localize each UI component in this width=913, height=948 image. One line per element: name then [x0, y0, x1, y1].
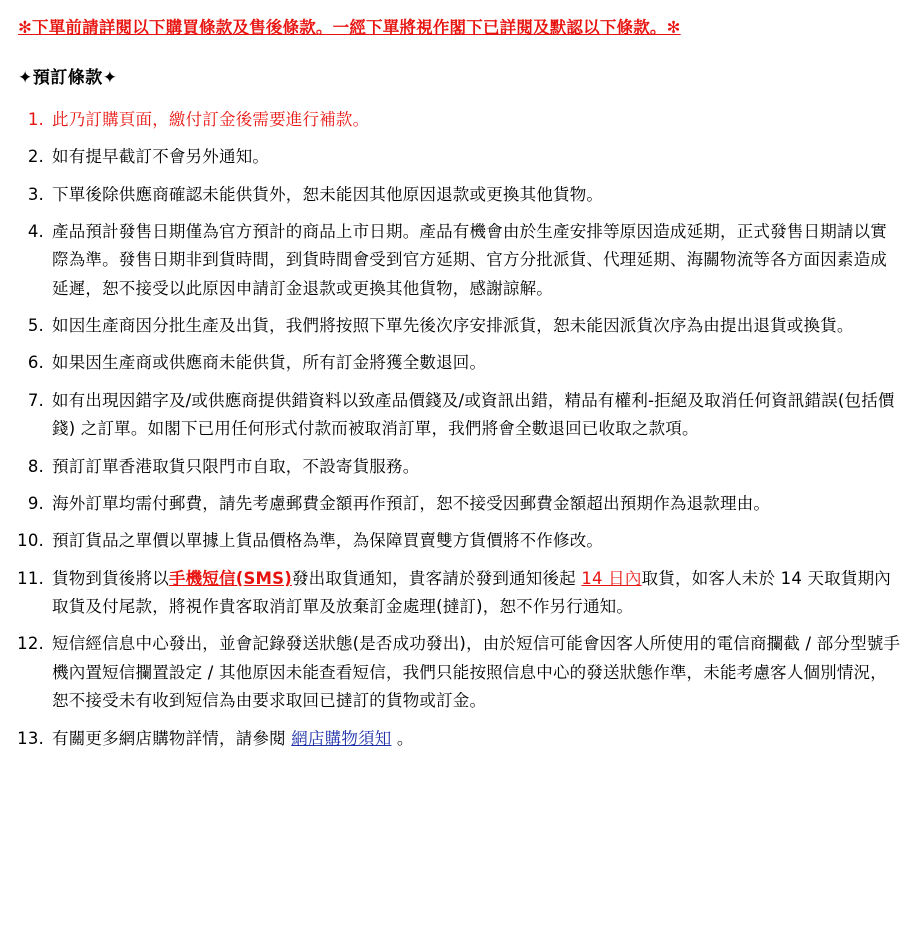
preorder-terms-list [12, 106, 901, 753]
term-item-4 [12, 218, 901, 303]
term-item-3 [12, 181, 901, 209]
term-text: 如有出現因錯字及/或供應商提供錯資料以致產品價錢及/或資訊出錯，精品有權利-拒絕及取消任何資訊錯誤(包括價錢) 之訂單。如閣下已用任何形式付款而被取消訂單，我們將會全數退回已收取之款項。 [52, 390, 895, 439]
term-text: 此乃訂購頁面，繳付訂金後需要進行補款。 [52, 109, 370, 129]
term-text: 如果因生產商或供應商未能供貨，所有訂金將獲全數退回。 [52, 353, 487, 373]
term-text: 如因生產商因分批生產及出貨，我們將按照下單先後次序安排派貨，恕未能因派貨次序為由提出退貨或換貨。 [52, 316, 854, 335]
term-text-part: 有關更多網店購物詳情，請參閱 [52, 728, 292, 748]
term-item-2 [12, 143, 901, 171]
term-text: 產品預計發售日期僅為官方預計的商品上市日期。產品有機會由於生產安排等原因造成延期，正式發售日期請以實際為準。發售日期非到貨時間，到貨時間會受到官方延期、官方分批派貨、代理延期、海關物流等各方面因素造成延遲，恕不接受以此原因申請訂金退款或更換其他貨物，感謝諒解。 [52, 221, 887, 298]
term-text-part: 發出取貨通知，貴客請於發到通知後起 [291, 568, 582, 588]
term-item-10 [12, 527, 901, 555]
term-item-5 [12, 312, 901, 340]
term-item-8 [12, 453, 901, 481]
sms-emphasis: 手機短信(SMS) [168, 568, 292, 588]
term-item-12 [12, 630, 901, 715]
term-text: 預訂訂單香港取貨只限門市自取，不設寄貨服務。 [52, 456, 420, 476]
term-item-1 [12, 106, 901, 134]
term-item-11 [12, 565, 901, 622]
pickup-window-emphasis: 14 日內 [581, 568, 642, 588]
shopping-guide-link[interactable]: 網店購物須知 [291, 728, 392, 748]
term-item-6 [12, 349, 901, 377]
term-item-9 [12, 490, 901, 518]
term-text: 如有提早截訂不會另外通知。 [52, 147, 270, 167]
term-text-part: 取貨，如客人未於 14 天取貨期內取貨及付尾款，將視作貴客取消訂單及放棄訂金處理(撻訂)，恕不作另行通知。 [52, 568, 891, 616]
section-title-preorder-terms: ✦預訂條款✦ [18, 67, 118, 88]
term-text: 預訂貨品之單價以單據上貨品價格為準，為保障買賣雙方貨價將不作修改。 [52, 531, 604, 551]
term-text: 下單後除供應商確認未能供貨外，恕未能因其他原因退款或更換其他貨物。 [52, 184, 604, 204]
term-text-part: 貨物到貨後將以 [52, 568, 169, 588]
term-item-13 [12, 725, 901, 753]
term-item-7 [12, 387, 901, 444]
term-text: 短信經信息中心發出，並會記錄發送狀態(是否成功發出)，由於短信可能會因客人所使用的電信商攔截 / 部分型號手機內置短信攔置設定 / 其他原因未能查看短信，我們只能按照信息中心的發送狀態作準，未能考慮客人個別情況，恕不接受未有收到短信為由要求取回已撻訂的貨物或訂金。 [52, 634, 901, 711]
term-text-part: 。 [391, 728, 414, 748]
purchase-notice-banner: ✻下單前請詳閱以下購買條款及售後條款。一經下單將視作閣下已詳閱及默認以下條款。✻ [18, 18, 681, 37]
term-text: 海外訂單均需付郵費，請先考慮郵費金額再作預訂，恕不接受因郵費金額超出預期作為退款理由。 [52, 493, 771, 513]
